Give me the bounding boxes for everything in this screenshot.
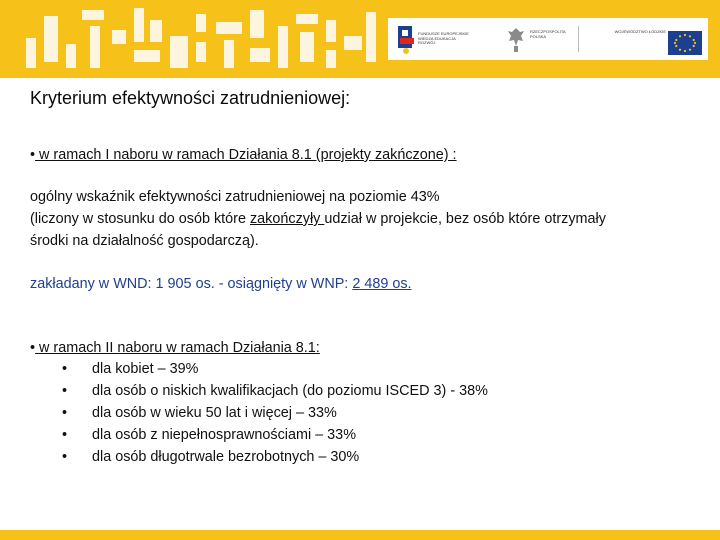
rzeczpospolita-text: RZECZPOSPOLITA POLSKA: [530, 30, 566, 39]
efficiency-line-3: środki na działalność gospodarczą).: [30, 233, 259, 249]
planned-text: zakładany w WND: 1 905 os. - osiągnięty w WNP:: [30, 276, 353, 292]
efficiency-line-2c: udział w projekcie, bez osób które otrzymały: [324, 211, 606, 227]
section2-heading: [30, 337, 320, 359]
efficiency-line-2b: zakończyły: [249, 211, 325, 227]
list-item-text: dla osób długotrwale bezrobotnych – 30%: [92, 449, 360, 465]
list-item-text: dla kobiet – 39%: [92, 361, 199, 377]
list-item: [62, 380, 488, 402]
bullet: •: [62, 361, 68, 377]
voivodeship-text: WOJEWÓDZTWO ŁÓDZKIE: [614, 30, 666, 34]
bullet: •: [62, 405, 68, 421]
section2-heading-text: w ramach II naboru w ramach Działania 8.1:: [35, 340, 320, 356]
list-item: [62, 424, 488, 446]
achieved-value: 2 489 os.: [352, 276, 412, 292]
list-item-text: dla osób w wieku 50 lat i więcej – 33%: [92, 405, 337, 421]
slide-title: Kryterium efektywności zatrudnieniowej:: [30, 88, 351, 108]
list-item: [62, 358, 488, 380]
efficiency-line-2: [30, 208, 606, 230]
bullet: •: [62, 449, 68, 465]
list-item: [62, 402, 488, 424]
section1-heading: [30, 144, 457, 166]
efficiency-line-1: ogólny wskaźnik efektywności zatrudnieniowej na poziomie 43%: [30, 189, 440, 205]
list-item-text: dla osób z niepełnosprawnościami – 33%: [92, 427, 356, 443]
planned-vs-achieved: [30, 273, 412, 295]
list-item-text: dla osób o niskich kwalifikacjach (do poziomu ISCED 3) - 38%: [92, 383, 488, 399]
target-list: [62, 358, 488, 468]
bullet: •: [30, 147, 36, 163]
list-item: [62, 446, 488, 468]
bullet: •: [30, 340, 36, 356]
bullet: •: [62, 383, 68, 399]
header-banner: [0, 0, 720, 78]
footer-bar: [0, 530, 720, 540]
eu-flag-icon: [668, 26, 702, 60]
voivodeship-logo: [578, 22, 580, 56]
fundusze-europejskie-text: FUNDUSZE EUROPEJSKIE WIEDZA EDUKACJA ROZWÓJ: [418, 32, 469, 46]
bullet: •: [62, 427, 68, 443]
fundusze-europejskie-logo: [396, 22, 416, 56]
section1-heading-text: w ramach I naboru w ramach Działania 8.1 (projekty zakńczone) :: [35, 147, 457, 163]
eagle-emblem-icon: [506, 22, 526, 56]
logos-strip: [388, 18, 708, 60]
efficiency-line-2a: (liczony w stosunku do osób które: [30, 211, 250, 227]
